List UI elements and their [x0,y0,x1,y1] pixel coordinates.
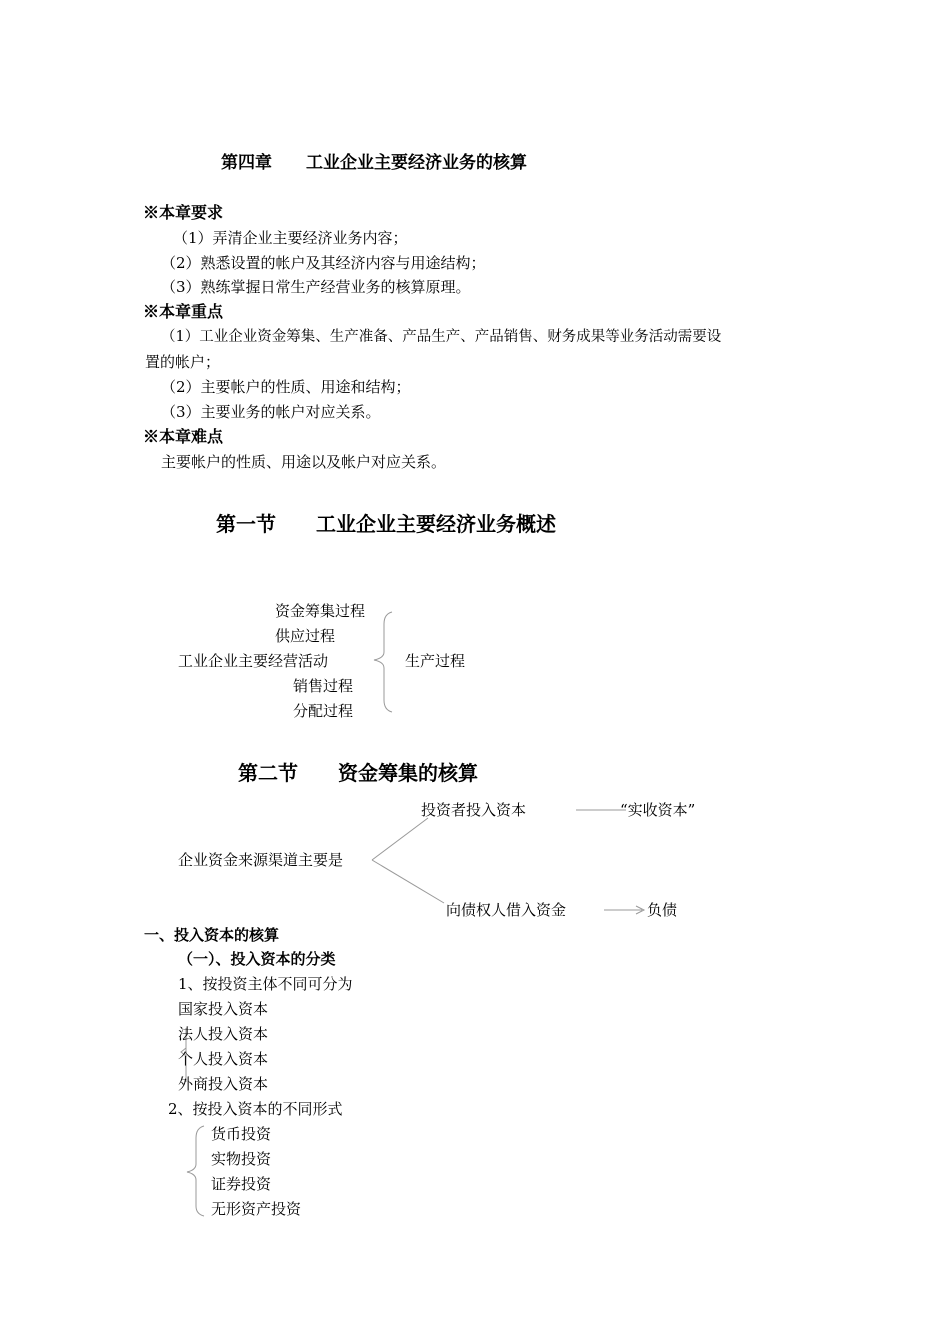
activity-middle: 生产过程 [405,652,466,670]
chapter-title: 第四章 工业企业主要经济业务的核算 [221,153,527,173]
funding-result-1: “实收资本” [620,801,696,819]
sub1-heading: 一、投入资本的核算 [144,926,280,944]
key-points-heading: ※本章重点 [143,302,224,321]
class1-item: 外商投入资本 [178,1075,269,1093]
section1-title: 第一节 工业企业主要经济业务概述 [216,512,556,536]
class2-brace [187,1126,204,1216]
requirement-item-1: （1）弄清企业主要经济业务内容； [173,229,408,247]
difficulties-heading: ※本章难点 [143,427,224,446]
branch-line-upper [372,818,428,860]
branch-line-lower [372,860,444,903]
requirement-item-2: （2）熟悉设置的帐户及其经济内容与用途结构； [161,254,486,272]
activity-root: 工业企业主要经营活动 [178,652,329,670]
class1-item: 法人投入资本 [178,1025,269,1043]
class1-item: 个人投入资本 [178,1050,269,1068]
class2-item: 实物投资 [211,1150,272,1168]
class2-item: 货币投资 [211,1125,272,1143]
class2-item: 无形资产投资 [211,1200,302,1218]
activity-item: 销售过程 [293,677,354,695]
activity-item: 资金筹集过程 [275,602,366,620]
key-point-item-3: （3）主要业务的帐户对应关系。 [161,403,381,421]
class1-item: 国家投入资本 [178,1000,269,1018]
section2-title: 第二节 资金筹集的核算 [238,761,478,785]
requirement-item-3: （3）熟练掌握日常生产经营业务的核算原理。 [161,278,471,296]
key-point-item-1: （1）工业企业资金筹集、生产准备、产品生产、产品销售、财务成果等业务活动需要设 [161,329,722,345]
funding-result-2: 负债 [647,901,678,919]
activity-item: 供应过程 [275,627,336,645]
activity-item: 分配过程 [293,702,354,720]
difficulties-text: 主要帐户的性质、用途以及帐户对应关系。 [161,453,447,471]
key-point-item-2: （2）主要帐户的性质、用途和结构； [161,378,411,396]
key-point-item-1-cont: 置的帐户； [145,353,221,371]
funding-branch-2: 向债权人借入资金 [446,901,567,919]
class1-title: 1、按投资主体不同可分为 [178,975,353,993]
class2-item: 证券投资 [211,1175,272,1193]
requirements-heading: ※本章要求 [143,203,224,222]
funding-root: 企业资金来源渠道主要是 [178,851,344,869]
sub1-subheading: （一）、投入资本的分类 [178,950,336,968]
section1-brace [374,612,392,712]
funding-branch-1: 投资者投入资本 [421,801,527,819]
class2-title: 2、按投入资本的不同形式 [168,1100,343,1118]
